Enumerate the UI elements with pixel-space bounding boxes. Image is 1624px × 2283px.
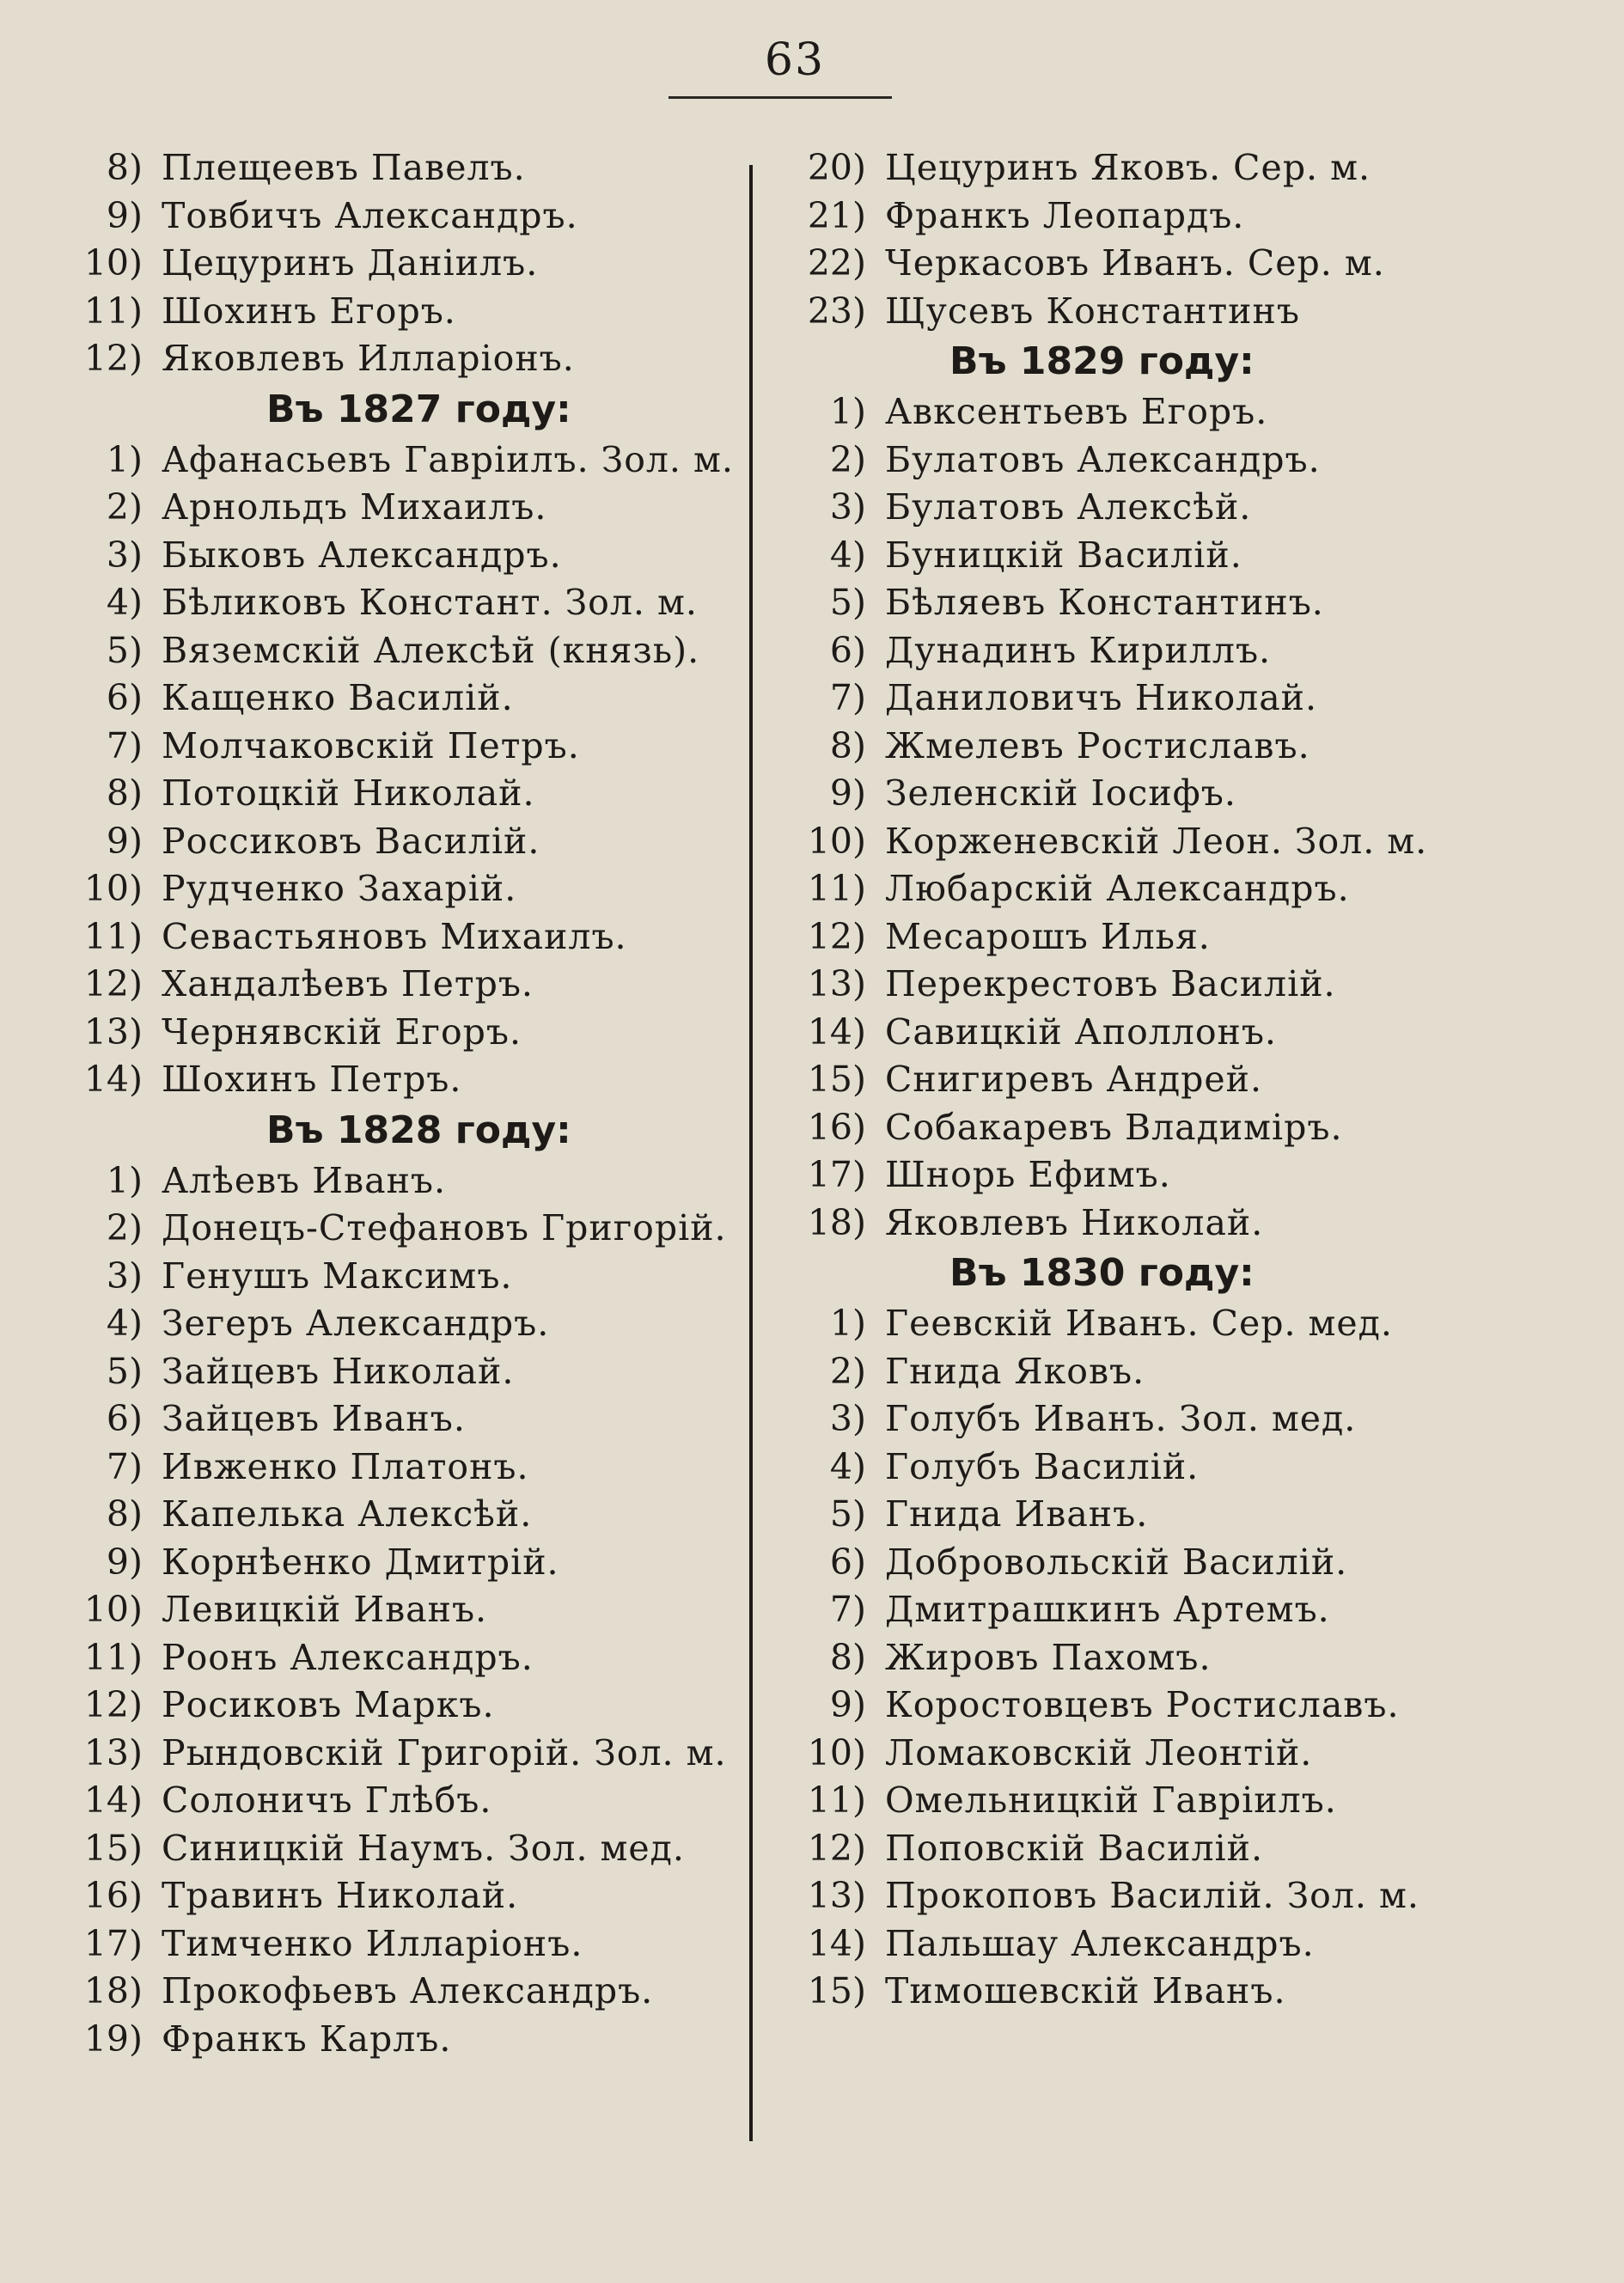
list-item <box>782 1300 1538 1348</box>
entry-name: Афанасьевъ Гавріилъ. Зол. м. <box>162 438 734 480</box>
list-item <box>34 1968 756 2016</box>
entry-name: Молчаковскій Петръ. <box>162 724 580 766</box>
page-number: 63 <box>764 34 826 86</box>
list-item <box>34 1634 756 1682</box>
entry-number: 10) <box>807 1731 866 1773</box>
list-item <box>34 484 756 532</box>
entry-number: 3) <box>106 534 143 576</box>
entry-name: Прокоповъ Василій. Зол. м. <box>885 1875 1419 1916</box>
entry-name: Геевскій Иванъ. Сер. мед. <box>885 1303 1393 1344</box>
entry-number: 6) <box>829 629 866 671</box>
entry-name: Авксентьевъ Егоръ. <box>885 391 1268 432</box>
entry-name: Цецуринъ Даніилъ. <box>162 242 539 284</box>
entry-name: Зегеръ Александръ. <box>162 1303 550 1344</box>
list-item <box>782 144 1538 192</box>
entry-number: 15) <box>83 1827 143 1869</box>
list-item <box>34 1920 756 1969</box>
entry-name: Добровольскій Василій. <box>885 1541 1348 1583</box>
entry-number: 1) <box>829 1303 866 1344</box>
entry-name: Хандалѣевъ Петръ. <box>162 963 534 1004</box>
entry-number: 11) <box>807 1779 866 1821</box>
list-item <box>34 532 756 580</box>
list-item <box>34 675 756 723</box>
entry-name: Росиковъ Маркъ. <box>162 1684 495 1725</box>
list-item <box>782 1056 1538 1104</box>
list-item <box>34 913 756 961</box>
list-item <box>34 288 756 336</box>
list-item <box>782 1682 1538 1730</box>
entry-number: 11) <box>807 868 866 909</box>
entry-name: Черкасовъ Иванъ. Сер. м. <box>885 242 1385 284</box>
entry-number: 22) <box>807 242 866 284</box>
entry-name: Бѣляевъ Константинъ. <box>885 582 1324 623</box>
entry-number: 12) <box>83 1684 143 1725</box>
entry-name: Зайцевъ Николай. <box>162 1350 515 1392</box>
entry-name: Жмелевъ Ростиславъ. <box>885 724 1310 766</box>
entry-number: 8) <box>106 1493 143 1535</box>
entry-name: Корнѣенко Дмитрій. <box>162 1541 559 1583</box>
list-item <box>782 1539 1538 1587</box>
list-item <box>782 1348 1538 1396</box>
entry-number: 9) <box>106 194 143 236</box>
entry-name: Быковъ Александръ. <box>162 534 562 576</box>
entry-name: Ивженко Платонъ. <box>162 1445 529 1487</box>
entry-number: 2) <box>106 1207 143 1248</box>
list-item <box>782 1634 1538 1682</box>
list-item <box>34 2016 756 2064</box>
entry-number: 6) <box>106 1398 143 1439</box>
list-item <box>34 1777 756 1825</box>
list-item <box>34 1682 756 1730</box>
entry-number: 4) <box>829 534 866 576</box>
list-item <box>34 1491 756 1539</box>
entry-number: 14) <box>807 1922 866 1964</box>
entry-name: Ломаковскій Леонтій. <box>885 1731 1313 1773</box>
list-item <box>34 1444 756 1492</box>
list-item <box>34 818 756 866</box>
entry-name: Травинъ Николай. <box>162 1875 519 1916</box>
entry-name: Зайцевъ Иванъ. <box>162 1398 466 1439</box>
list-item <box>782 770 1538 818</box>
entry-name: Севастьяновъ Михаилъ. <box>162 915 627 957</box>
list-item <box>782 484 1538 532</box>
list-item <box>34 1056 756 1104</box>
list-item <box>34 1395 756 1444</box>
entry-name: Савицкій Аполлонъ. <box>885 1010 1277 1053</box>
entry-number: 8) <box>106 772 143 814</box>
list-item <box>782 388 1538 436</box>
list-item <box>34 865 756 913</box>
entry-name: Левицкій Иванъ. <box>162 1589 488 1630</box>
entry-name: Алѣевъ Иванъ. <box>162 1159 447 1201</box>
entry-number: 7) <box>106 1445 143 1487</box>
entry-name: Дмитрашкинъ Артемъ. <box>885 1589 1330 1630</box>
year-heading: Въ 1828 году: <box>266 1108 571 1152</box>
entry-number: 2) <box>829 1350 866 1392</box>
entry-number: 2) <box>106 486 143 528</box>
entry-number: 11) <box>83 1636 143 1678</box>
header-rule <box>669 96 892 99</box>
entry-number: 8) <box>829 724 866 766</box>
entry-name: Шохинъ Егоръ. <box>162 290 456 332</box>
entry-name: Генушъ Максимъ. <box>162 1254 513 1297</box>
entry-number: 12) <box>807 915 866 957</box>
entry-name: Голубъ Василій. <box>885 1445 1200 1487</box>
list-item <box>782 1009 1538 1057</box>
entry-name: Донецъ-Стефановъ Григорій. <box>162 1207 727 1248</box>
entry-name: Снигиревъ Андрей. <box>885 1059 1263 1100</box>
list-item <box>34 1730 756 1778</box>
list-item <box>782 1586 1538 1634</box>
entry-number: 16) <box>83 1875 143 1916</box>
list-item <box>782 1872 1538 1920</box>
entry-name: Франкъ Карлъ. <box>162 2017 452 2060</box>
year-heading: Въ 1827 году: <box>266 387 571 431</box>
entry-number: 12) <box>807 1827 866 1869</box>
entry-name: Зеленскій Іосифъ. <box>885 772 1236 814</box>
year-heading: Въ 1830 году: <box>949 1251 1255 1295</box>
list-item <box>782 240 1538 288</box>
entry-number: 13) <box>83 1731 143 1773</box>
entry-number: 18) <box>807 1201 866 1243</box>
entry-name: Товбичъ Александръ. <box>162 194 578 236</box>
list-item <box>782 288 1538 336</box>
list-item <box>34 240 756 288</box>
list-item <box>782 579 1538 627</box>
entry-name: Рындовскій Григорій. Зол. м. <box>162 1731 727 1773</box>
list-item <box>34 1825 756 1873</box>
entry-number: 10) <box>83 868 143 909</box>
list-item <box>782 1920 1538 1969</box>
list-item <box>782 1825 1538 1873</box>
list-item <box>34 627 756 675</box>
entry-name: Любарскій Александръ. <box>885 868 1350 909</box>
entry-name: Яковлевъ Николай. <box>885 1201 1264 1243</box>
list-item <box>782 913 1538 961</box>
entry-number: 14) <box>807 1010 866 1053</box>
entry-number: 4) <box>106 1303 143 1344</box>
entry-name: Арнольдъ Михаилъ. <box>162 486 547 528</box>
entry-number: 15) <box>807 1970 866 2011</box>
entry-name: Жировъ Пахомъ. <box>885 1636 1212 1678</box>
entry-number: 9) <box>106 820 143 862</box>
entry-number: 3) <box>829 1398 866 1439</box>
entry-number: 4) <box>829 1445 866 1487</box>
entry-number: 9) <box>106 1541 143 1583</box>
list-item <box>782 1730 1538 1778</box>
entry-name: Шнорь Ефимъ. <box>885 1154 1171 1195</box>
list-item <box>782 1777 1538 1825</box>
entry-name: Россиковъ Василій. <box>162 820 540 862</box>
entry-name: Капелька Алексѣй. <box>162 1493 533 1535</box>
list-item <box>34 1205 756 1253</box>
entry-name: Буницкій Василій. <box>885 534 1242 576</box>
entry-number: 10) <box>83 1589 143 1630</box>
list-item <box>34 1586 756 1634</box>
entry-number: 14) <box>83 1779 143 1821</box>
entry-name: Даниловичъ Николай. <box>885 677 1318 718</box>
entry-name: Цецуринъ Яковъ. Сер. м. <box>885 147 1371 188</box>
entry-name: Месарошъ Илья. <box>885 915 1211 957</box>
entry-number: 11) <box>83 915 143 957</box>
entry-number: 9) <box>829 1684 866 1725</box>
entry-name: Щусевъ Константинъ <box>885 290 1300 332</box>
list-item <box>34 961 756 1009</box>
entry-number: 6) <box>106 677 143 718</box>
list-item <box>34 144 756 192</box>
list-item <box>782 1968 1538 2016</box>
entry-name: Коростовцевъ Ростиславъ. <box>885 1684 1400 1725</box>
entry-number: 8) <box>106 147 143 188</box>
list-item <box>782 1444 1538 1492</box>
list-item <box>782 1151 1538 1199</box>
entry-name: Тимошевскій Иванъ. <box>885 1970 1286 2011</box>
entry-number: 19) <box>83 2017 143 2060</box>
list-item <box>34 770 756 818</box>
entry-number: 4) <box>106 582 143 623</box>
list-item <box>782 627 1538 675</box>
entry-number: 7) <box>829 1589 866 1630</box>
list-item <box>782 865 1538 913</box>
entry-name: Пальшау Александръ. <box>885 1922 1315 1964</box>
entry-number: 5) <box>829 1493 866 1535</box>
entry-number: 10) <box>807 820 866 862</box>
entry-number: 11) <box>83 290 143 332</box>
entry-number: 8) <box>829 1636 866 1678</box>
entry-number: 17) <box>83 1922 143 1964</box>
entry-name: Яковлевъ Илларіонъ. <box>162 338 575 379</box>
list-item <box>782 1104 1538 1152</box>
entry-number: 12) <box>83 963 143 1004</box>
entry-number: 6) <box>829 1541 866 1583</box>
entry-name: Корженевскій Леон. Зол. м. <box>885 820 1428 862</box>
entry-name: Тимченко Илларіонъ. <box>162 1922 583 1964</box>
entry-name: Франкъ Леопардъ. <box>885 194 1245 236</box>
entry-number: 13) <box>83 1010 143 1053</box>
entry-number: 16) <box>807 1106 866 1148</box>
entry-name: Собакаревъ Владиміръ. <box>885 1106 1343 1148</box>
entry-number: 14) <box>83 1059 143 1100</box>
entry-name: Гнида Иванъ. <box>885 1493 1149 1535</box>
list-item <box>782 1395 1538 1444</box>
entry-number: 10) <box>83 242 143 284</box>
list-item <box>782 675 1538 723</box>
entry-name: Рудченко Захарій. <box>162 868 517 909</box>
entry-number: 13) <box>807 1875 866 1916</box>
list-item <box>34 1157 756 1206</box>
entry-name: Перекрестовъ Василій. <box>885 963 1336 1004</box>
entry-name: Голубъ Иванъ. Зол. мед. <box>885 1398 1357 1439</box>
entry-name: Плещеевъ Павелъ. <box>162 147 526 188</box>
entry-name: Солоничъ Глѣбъ. <box>162 1779 492 1821</box>
entry-number: 21) <box>807 194 866 236</box>
entry-name: Омельницкій Гавріилъ. <box>885 1779 1337 1821</box>
entry-number: 5) <box>106 1350 143 1392</box>
entry-name: Прокофьевъ Александръ. <box>162 1970 654 2011</box>
list-item <box>782 436 1538 485</box>
entry-name: Синицкій Наумъ. Зол. мед. <box>162 1827 685 1869</box>
entry-number: 13) <box>807 963 866 1004</box>
entry-number: 3) <box>106 1254 143 1297</box>
entry-number: 1) <box>106 1159 143 1201</box>
list-item <box>782 1199 1538 1248</box>
list-item <box>34 1348 756 1396</box>
entry-number: 20) <box>807 147 866 188</box>
entry-name: Потоцкій Николай. <box>162 772 535 814</box>
entry-name: Гнида Яковъ. <box>885 1350 1145 1392</box>
entry-name: Бѣликовъ Констант. Зол. м. <box>162 582 698 623</box>
list-item <box>782 818 1538 866</box>
entry-name: Роонъ Александръ. <box>162 1636 534 1678</box>
entry-number: 5) <box>829 582 866 623</box>
entry-number: 5) <box>106 629 143 671</box>
list-item <box>34 192 756 241</box>
entry-name: Булатовъ Александръ. <box>885 438 1321 480</box>
entry-number: 15) <box>807 1059 866 1100</box>
list-item <box>34 1253 756 1301</box>
list-item <box>782 532 1538 580</box>
entry-number: 2) <box>829 438 866 480</box>
entry-number: 7) <box>106 724 143 766</box>
list-item <box>34 436 756 485</box>
list-item <box>34 723 756 771</box>
entry-number: 17) <box>807 1154 866 1195</box>
entry-number: 1) <box>829 391 866 432</box>
list-item <box>34 335 756 383</box>
list-item <box>34 1539 756 1587</box>
entry-name: Чернявскій Егоръ. <box>162 1010 522 1053</box>
entry-number: 7) <box>829 677 866 718</box>
entry-number: 3) <box>829 486 866 528</box>
entry-number: 12) <box>83 338 143 379</box>
year-heading: Въ 1829 году: <box>949 339 1255 383</box>
entry-number: 1) <box>106 438 143 480</box>
list-item <box>34 1009 756 1057</box>
entry-number: 18) <box>83 1970 143 2011</box>
entry-name: Шохинъ Петръ. <box>162 1059 462 1100</box>
list-item <box>782 192 1538 241</box>
entry-name: Поповскій Василій. <box>885 1827 1263 1869</box>
list-item <box>782 723 1538 771</box>
left-column <box>34 144 756 2063</box>
right-column <box>782 144 1538 2016</box>
list-item <box>782 1491 1538 1539</box>
entry-number: 9) <box>829 772 866 814</box>
entry-name: Кащенко Василій. <box>162 677 514 718</box>
entry-name: Булатовъ Алексѣй. <box>885 486 1252 528</box>
list-item <box>782 961 1538 1009</box>
entry-name: Дунадинъ Кириллъ. <box>885 629 1272 671</box>
list-item <box>34 1300 756 1348</box>
list-item <box>34 579 756 627</box>
entry-name: Вяземскій Алексѣй (князь). <box>162 629 700 671</box>
entry-number: 23) <box>807 290 866 332</box>
list-item <box>34 1872 756 1920</box>
